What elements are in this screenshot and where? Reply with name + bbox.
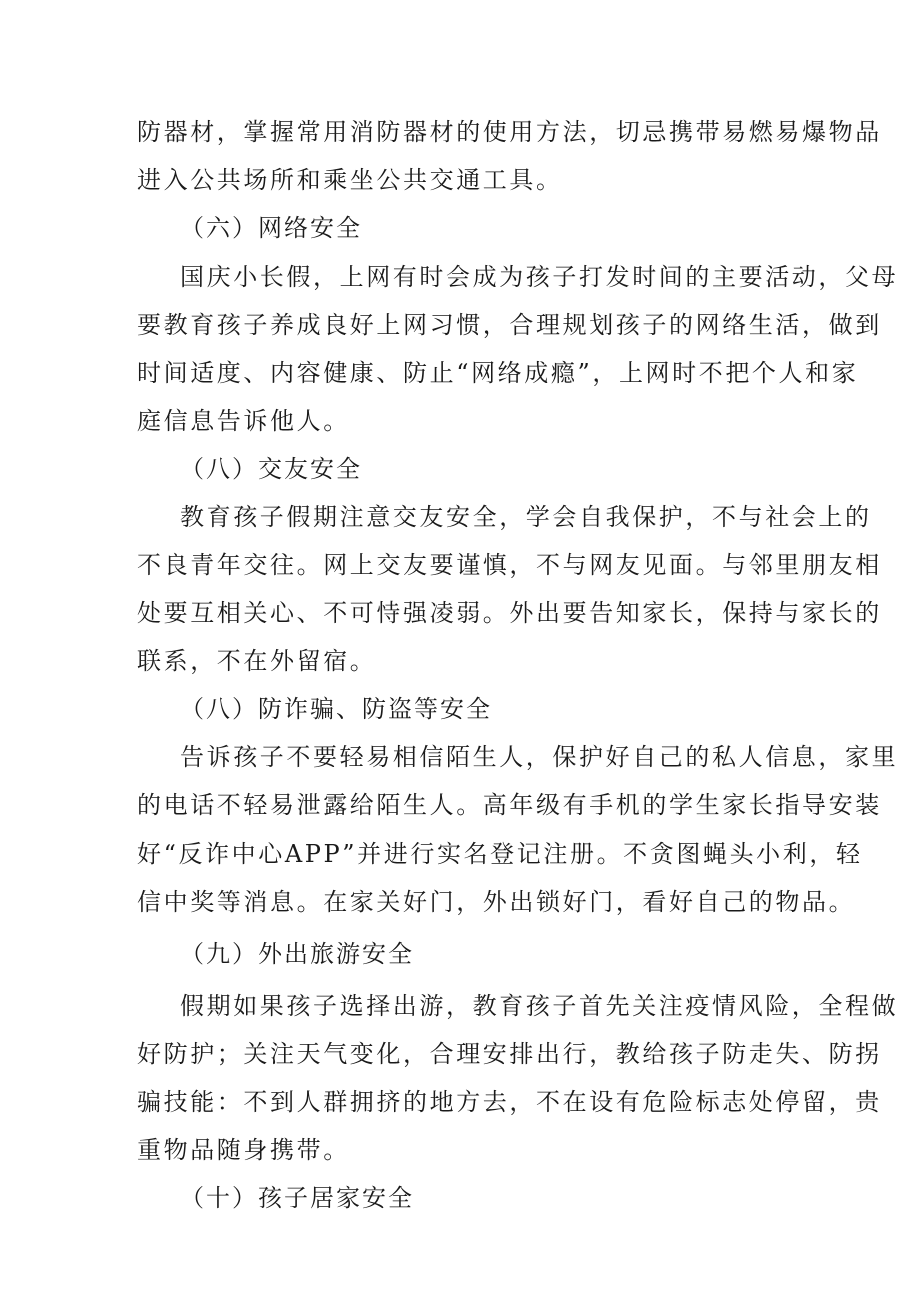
section-heading-network-safety: （六）网络安全	[180, 214, 362, 242]
body-text-line: 的电话不轻易泄露给陌生人。高年级有手机的学生家长指导安装	[137, 791, 882, 819]
body-text-line: 防器材，掌握常用消防器材的使用方法，切忌携带易燃易爆物品	[137, 118, 882, 146]
body-text-line: 庭信息告诉他人。	[137, 407, 350, 435]
body-text-line: 处要互相关心、不可恃强凌弱。外出要告知家长，保持与家长的	[137, 599, 882, 627]
body-text-line: 信中奖等消息。在家关好门，外出锁好门，看好自己的物品。	[137, 888, 856, 916]
body-text-line: 假期如果孩子选择出游，教育孩子首先关注疫情风险，全程做	[180, 992, 899, 1020]
section-heading-home-safety: （十）孩子居家安全	[180, 1184, 414, 1212]
body-text-line: 好“反诈中心APP”并进行实名登记注册。不贪图蝇头小利，轻	[137, 840, 863, 868]
body-text-line: 重物品随身携带。	[137, 1136, 350, 1164]
body-text-line: 好防护；关注天气变化，合理安排出行，教给孩子防走失、防拐	[137, 1040, 882, 1068]
body-text-line: 要教育孩子养成良好上网习惯，合理规划孩子的网络生活，做到	[137, 311, 882, 339]
body-text-line: 教育孩子假期注意交友安全，学会自我保护，不与社会上的	[180, 503, 872, 531]
section-heading-friendship-safety: （八）交友安全	[180, 455, 362, 483]
body-text-line: 时间适度、内容健康、防止“网络成瘾”，上网时不把个人和家	[137, 359, 859, 387]
section-heading-travel-safety: （九）外出旅游安全	[180, 940, 414, 968]
body-text-line: 骗技能：不到人群拥挤的地方去，不在设有危险标志处停留，贵	[137, 1088, 882, 1116]
section-heading-fraud-theft-safety: （八）防诈骗、防盗等安全	[180, 695, 492, 723]
body-text-line: 进入公共场所和乘坐公共交通工具。	[137, 166, 563, 194]
body-text-line: 告诉孩子不要轻易相信陌生人，保护好自己的私人信息，家里	[180, 743, 899, 771]
body-text-line: 联系，不在外留宿。	[137, 647, 377, 675]
body-text-line: 不良青年交往。网上交友要谨慎，不与网友见面。与邻里朋友相	[137, 551, 882, 579]
body-text-line: 国庆小长假，上网有时会成为孩子打发时间的主要活动，父母	[180, 263, 899, 291]
